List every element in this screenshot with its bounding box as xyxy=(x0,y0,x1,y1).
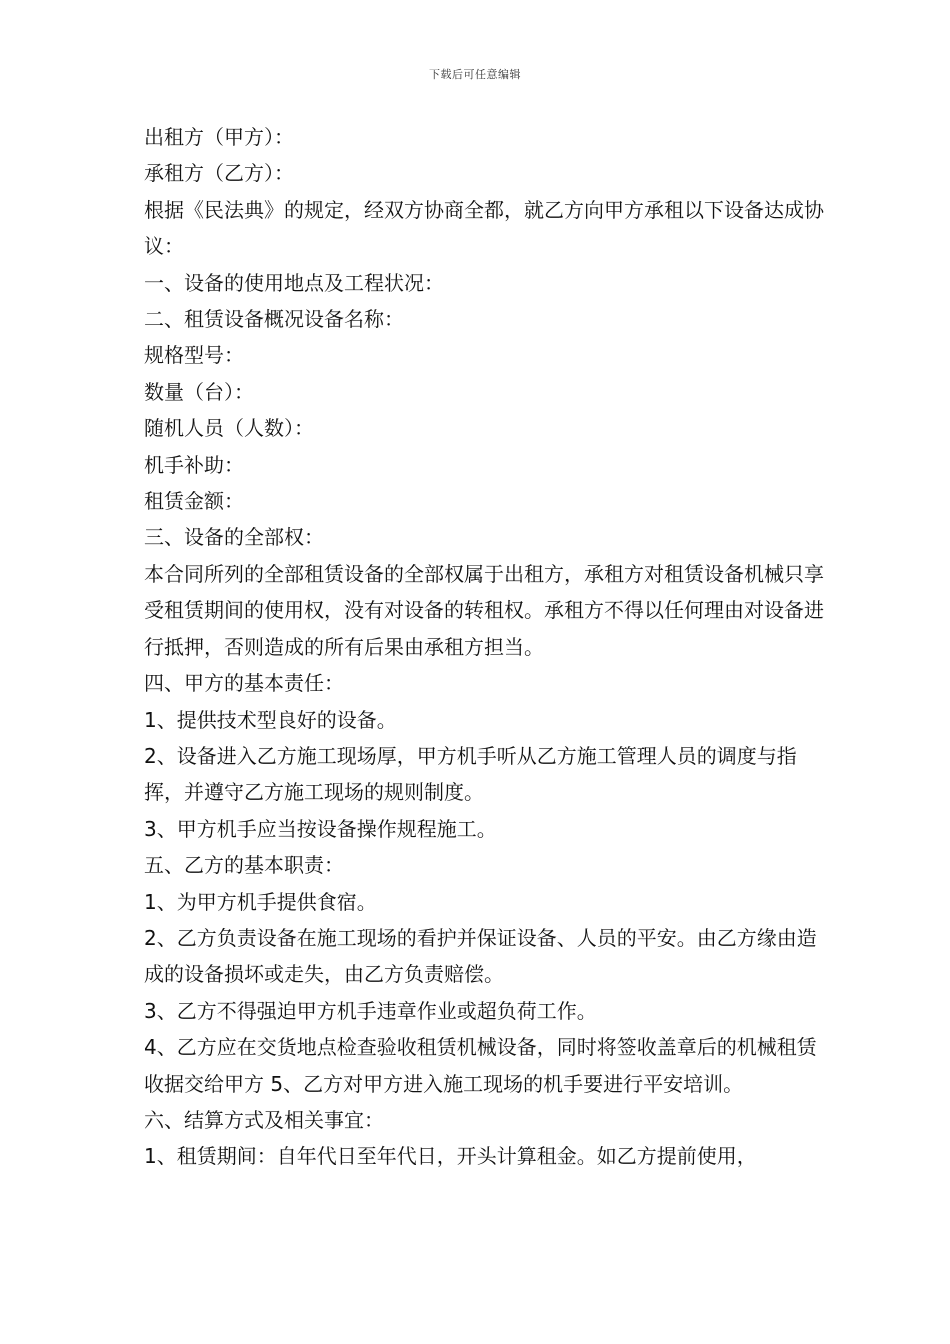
section-3-body: 本合同所列的全部租赁设备的全部权属于出租方，承租方对租赁设备机械只享受租赁期间的使用权，没有对设备的转租权。承租方不得以任何理由对设备进行抵押，否则造成的所有后果由承租方担当。 xyxy=(144,561,824,659)
section-5-item-4: 4、乙方应在交货地点检查验收租赁机械设备，同时将签收盖章后的机械租赁收据交给甲方 5、乙方对甲方进入施工现场的机手要进行平安培训。 xyxy=(144,1035,817,1096)
amount-line: 租赁金额： xyxy=(144,489,244,514)
section-4-item-3: 3、甲方机手应当按设备操作规程施工。 xyxy=(144,816,497,841)
section-5-item-1: 1、为甲方机手提供食宿。 xyxy=(144,889,377,914)
section-5-title: 五、乙方的基本职责： xyxy=(144,853,344,878)
lessee-line: 承租方（乙方）： xyxy=(144,161,294,186)
quantity-line: 数量（台）： xyxy=(144,379,254,404)
section-6-title: 六、结算方式及相关事宜： xyxy=(144,1107,384,1132)
section-3-title: 三、设备的全部权： xyxy=(144,525,324,550)
section-5-item-2: 2、乙方负责设备在施工现场的看护并保证设备、人员的平安。由乙方缘由造成的设备损坏或走失，由乙方负责赔偿。 xyxy=(144,925,817,987)
page-header: 下载后可任意编辑 xyxy=(429,68,521,81)
subsidy-line: 机手补助： xyxy=(144,452,244,477)
section-6-item-1: 1、租赁期间：自年代日至年代日，开头计算租金。如乙方提前使用， xyxy=(144,1144,757,1169)
section-5-item-3: 3、乙方不得强迫甲方机手违章作业或超负荷工作。 xyxy=(144,998,597,1023)
lessor-line: 出租方（甲方）： xyxy=(144,125,294,149)
contract-body xyxy=(144,119,824,1175)
staff-line: 随机人员（人数）： xyxy=(144,416,314,441)
section-4-title: 四、甲方的基本责任： xyxy=(144,671,344,696)
section-4-item-1: 1、提供技术型良好的设备。 xyxy=(144,707,397,732)
section-1-title: 一、设备的使用地点及工程状况： xyxy=(144,270,444,295)
section-4-item-2: 2、设备进入乙方施工现场厚，甲方机手听从乙方施工管理人员的调度与指挥，并遵守乙方施工现场的规则制度。 xyxy=(144,743,797,805)
section-2-title: 二、租赁设备概况设备名称： xyxy=(144,307,404,332)
spec-line: 规格型号： xyxy=(144,343,244,368)
intro-paragraph: 根据《民法典》的规定，经双方协商全都，就乙方向甲方承租以下设备达成协议： xyxy=(144,197,824,259)
